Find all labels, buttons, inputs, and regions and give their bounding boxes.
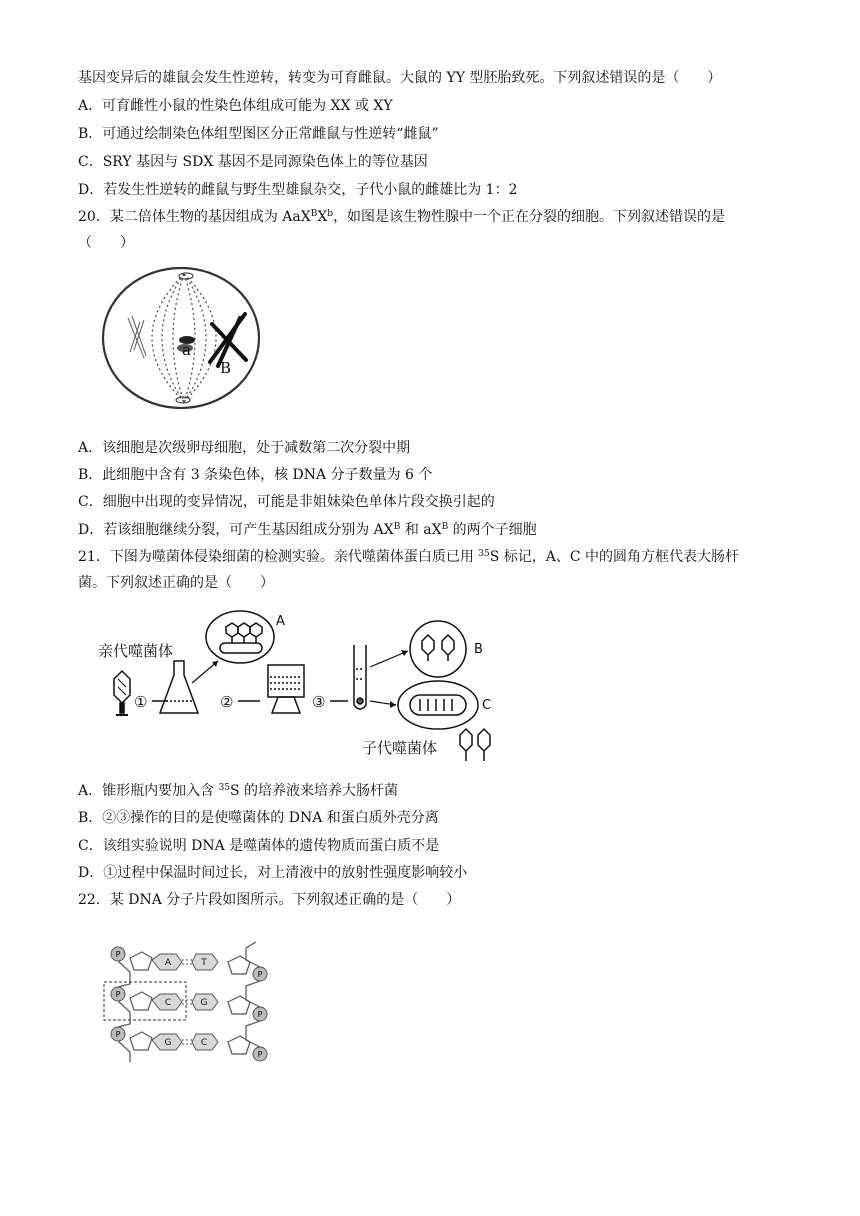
parent-phage-label: 亲代噬菌体	[98, 642, 174, 660]
parent-phage-icon	[114, 671, 130, 715]
q20-option-b: B．此细胞中含有 3 条染色体，核 DNA 分子数量为 6 个	[78, 467, 433, 483]
base-label: C	[164, 998, 172, 1008]
q20-stem: 20．某二倍体生物的基因组成为 $AaX^BX^b$，如图是该生物性腺中一个正在分裂的细胞。下列叙述错误的是	[78, 209, 726, 225]
infected-bacteria-a-icon	[206, 611, 274, 663]
phosphate-label: P	[257, 1050, 263, 1059]
label-b: B	[474, 642, 483, 657]
base-label: A	[164, 958, 172, 968]
q20-option-d: D．若该细胞继续分裂，可产生基因组成分别为 $AX^B$ 和 $aX^B$ 的两个子细胞	[78, 522, 537, 538]
q20-option-a: A．该细胞是次级卵母细胞，处于减数第二次分裂中期	[78, 440, 411, 456]
phosphate-label: P	[115, 1030, 121, 1039]
step-1-label: ①	[134, 693, 148, 711]
blender-icon	[268, 665, 304, 713]
base-label: C	[200, 1038, 208, 1048]
cell-division-figure	[100, 262, 262, 414]
phage-experiment-figure	[92, 605, 512, 773]
base-label: G	[164, 1038, 172, 1048]
q19-option-d: D．若发生性逆转的雌鼠与野生型雄鼠杂交，子代小鼠的雌雄比为 1：2	[78, 182, 518, 198]
test-tube-icon	[354, 645, 366, 709]
q20-stem-bracket: （ ）	[78, 235, 134, 251]
q21-option-a: A．锥形瓶内要加入含 $^{35}$S 的培养液来培养大肠杆菌	[78, 783, 399, 799]
phosphate-label: P	[115, 990, 121, 999]
base-label: G	[200, 998, 208, 1008]
q19-option-b: B．可通过绘制染色体组型图区分正常雌鼠与性逆转“雌鼠”	[78, 126, 439, 142]
step-2-label: ②	[220, 693, 234, 711]
phosphate-label: P	[115, 950, 121, 959]
q19-option-c: C．SRY 基因与 SDX 基因不是同源染色体上的等位基因	[78, 154, 428, 170]
q21-stem-cont: 菌。下列叙述正确的是（ ）	[78, 575, 274, 591]
q21-stem: 21．下图为噬菌体侵染细菌的检测实验。亲代噬菌体蛋白质已用 $^{35}$S 标记，A、C 中的圆角方框代表大肠杆	[78, 549, 740, 565]
q19-stem: 基因变异后的雄鼠会发生性逆转，转变为可育雌鼠。大鼠的 YY 型胚胎致死。下列叙述错误的是（ ）	[78, 70, 722, 86]
label-a: A	[276, 614, 285, 629]
conical-flask-icon	[160, 661, 198, 713]
child-phage-icon	[460, 729, 490, 761]
step-3-label: ③	[312, 693, 326, 711]
gene-label-a: a	[182, 341, 191, 359]
q22-stem: 22．某 DNA 分子片段如图所示。下列叙述正确的是（ ）	[78, 892, 461, 908]
q21-option-c: C．该组实验说明 DNA 是噬菌体的遗传物质而蛋白质不是	[78, 838, 440, 854]
gene-label-b: B	[220, 359, 232, 377]
label-c: C	[482, 698, 492, 713]
sediment-c-icon	[398, 681, 478, 729]
q21-option-d: D．①过程中保温时间过长，对上清液中的放射性强度影响较小	[78, 865, 468, 881]
child-phage-label: 子代噬菌体	[362, 739, 438, 757]
supernatant-b-icon	[410, 621, 466, 677]
base-label: T	[201, 958, 207, 968]
q21-option-b: B．②③操作的目的是使噬菌体的 DNA 和蛋白质外壳分离	[78, 810, 439, 826]
q19-option-a: A．可育雌性小鼠的性染色体组成可能为 XX 或 XY	[78, 98, 393, 114]
dna-fragment-figure	[96, 938, 276, 1070]
phosphate-label: P	[257, 1010, 263, 1019]
q20-option-c: C．细胞中出现的变异情况，可能是非姐妹染色单体片段交换引起的	[78, 494, 495, 510]
phosphate-label: P	[257, 970, 263, 979]
